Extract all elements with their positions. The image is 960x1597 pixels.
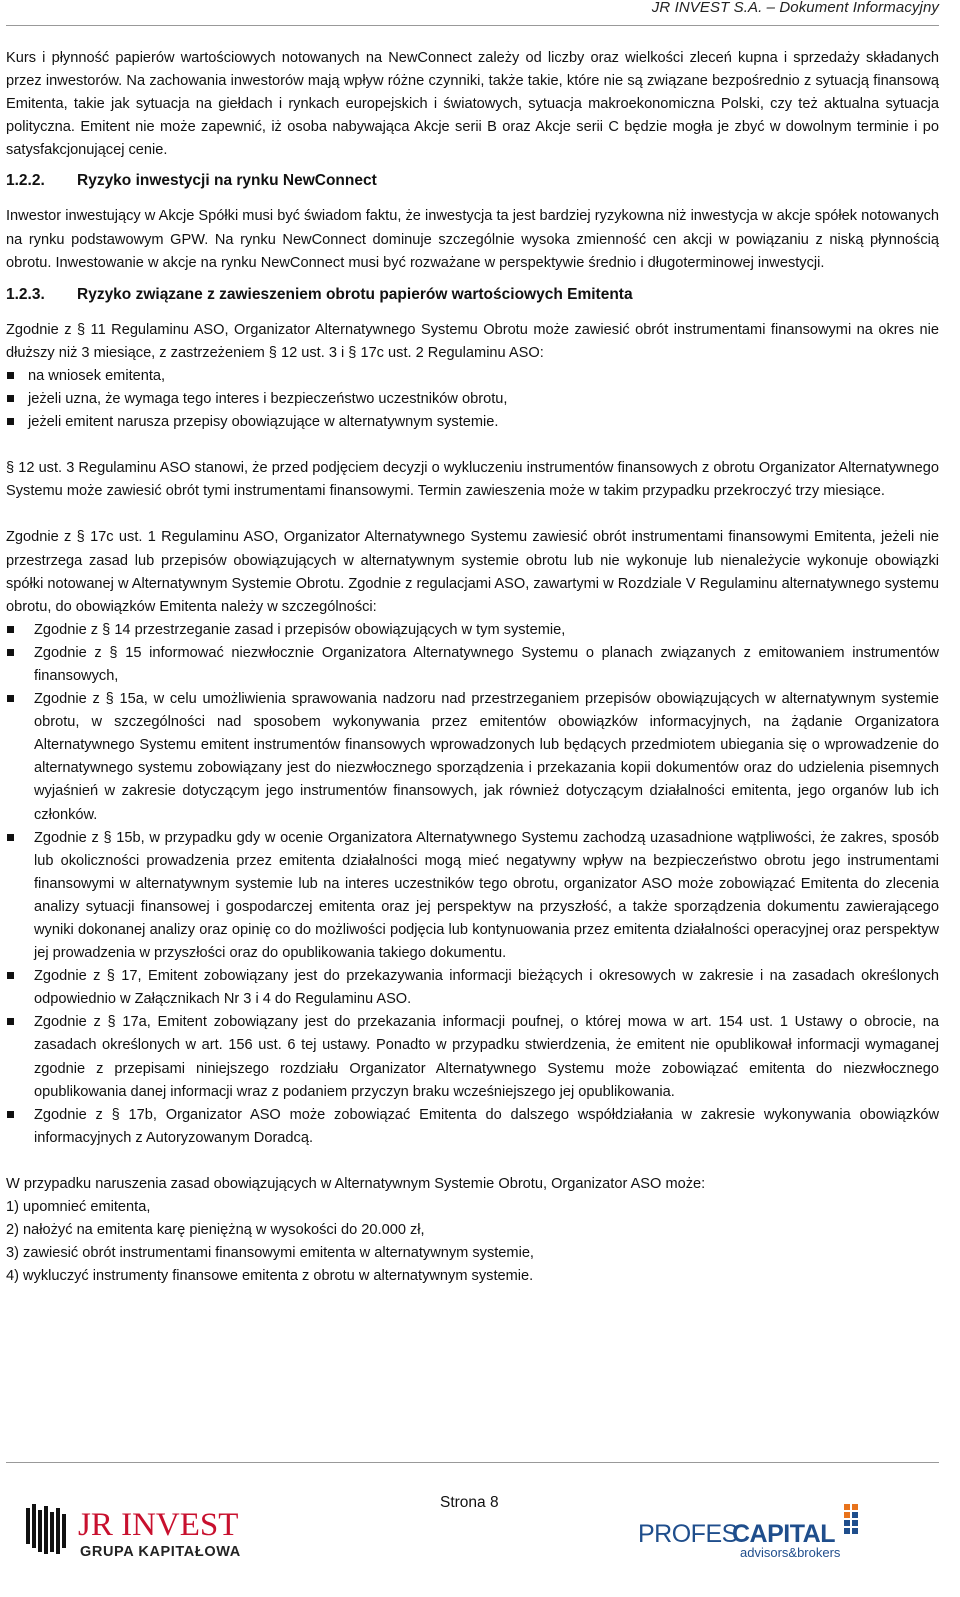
- section-123-paragraph-3: Zgodnie z § 17c ust. 1 Regulaminu ASO, Organizator Alternatywnego Systemu zawiesić obrót instrumentami finansowymi Emitenta, jeżeli nie przestrzega zasad lub przepisów obowiązujących w alternatywnym systemie obrotu lub nie wykonuje lub nienależycie wykonuje obowiązki spółki notowanej w Alternatywnym Systemie Obrotu. Zgodnie z regulacjami ASO, zawartymi w Rozdziale V Regulaminu alternatywnego systemu obrotu, do obowiązków Emitenta należy w szczególności:: [6, 529, 939, 615]
- list-item: 1) upomnieć emitenta,: [6, 1199, 151, 1216]
- logo-name-part-a: PROFES: [638, 1520, 738, 1548]
- list-item: 4) wykluczyć instrumenty finansowe emitenta z obrotu w alternatywnym systemie.: [6, 1268, 534, 1285]
- jr-invest-logo: [22, 1502, 262, 1560]
- logo-name: JR INVEST: [78, 1507, 239, 1543]
- section-122-paragraph: Inwestor inwestujący w Akcje Spółki musi być świadom faktu, że inwestycja ta jest bardziej ryzykowna niż inwestycja w akcje spółek notowanych na rynku podstawowym GPW. Na rynku NewConnect dominuje szczególnie wysoka zmienność cen akcji w powiązaniu z niską płynnością obrotu. Inwestowanie w akcje na rynku NewConnect musi być rozważane w perspektywie średnio i długoterminowej inwestycji.: [6, 208, 939, 271]
- section-123-paragraph-1: Zgodnie z § 11 Regulaminu ASO, Organizator Alternatywnego Systemu Obrotu może zawiesić obrót instrumentami finansowymi na okres nie dłuższy niż 3 miesiące, z zastrzeżeniem § 12 ust. 3 i § 17c ust. 2 Regulaminu ASO:: [6, 321, 939, 361]
- section-number: 1.2.3.: [6, 285, 45, 303]
- logo-name-part-b: CAPITAL: [732, 1520, 835, 1548]
- issuer-obligations-list: [6, 619, 939, 1150]
- list-item: Zgodnie z § 17b, Organizator ASO może zobowiązać Emitenta do dalszego współdziałania w zakresie wykonywania obowiązków informacyjnych z Autoryzowanym Doradcą.: [6, 1104, 939, 1150]
- section-title: Ryzyko związane z zawieszeniem obrotu papierów wartościowych Emitenta: [77, 285, 633, 303]
- list-item: Zgodnie z § 15a, w celu umożliwienia sprawowania nadzoru nad przestrzeganiem przepisów obowiązujących w alternatywnym systemie obrotu, w szczególności nad sposobem wykonywania przez emitentów obowiązków informacyjnych, na żądanie Organizatora Alternatywnego Systemu emitent instrumentów finansowych wprowadzonych lub będących przedmiotem ubiegania się o wprowadzenie do alternatywnego systemu zobowiązany jest do niezwłocznego sporządzenia i przekazania kopii dokumentów oraz do udzielenia pisemnych wyjaśnień w zakresie dotyczącym jego instrumentów finansowych, jak również dotyczącym działalności emitenta, jego organów lub ich członków.: [6, 688, 939, 827]
- profes-capital-logo: [636, 1500, 866, 1560]
- document-page: [6, 0, 939, 1597]
- list-item: na wniosek emitenta,: [6, 365, 939, 388]
- suspension-reasons-list: [6, 365, 939, 434]
- list-item: Zgodnie z § 17a, Emitent zobowiązany jest do przekazania informacji poufnej, o której mowa w art. 154 ust. 1 Ustawy o obrocie, na zasadach określonych w art. 156 ust. 6 tej ustawy. Ponadto w przypadku stwierdzenia, że emitent nie opublikował informacji wymaganej zgodnie z przepisami niniejszego rozdziału Organizator Alternatywnego Systemu może zobowiązać emitenta do niezwłocznego opublikowania danej informacji wraz z podaniem przyczyn braku wcześniejszego jej opublikowania.: [6, 1011, 939, 1103]
- header-rule: [6, 25, 939, 26]
- list-item: 2) nałożyć na emitenta karę pieniężną w wysokości do 20.000 zł,: [6, 1222, 425, 1239]
- list-item: jeżeli uzna, że wymaga tego interes i bezpieczeństwo uczestników obrotu,: [6, 388, 939, 411]
- list-item: jeżeli emitent narusza przepisy obowiązujące w alternatywnym systemie.: [6, 411, 939, 434]
- section-title: Ryzyko inwestycji na rynku NewConnect: [77, 172, 377, 190]
- section-number: 1.2.2.: [6, 172, 45, 190]
- list-item: 3) zawiesić obrót instrumentami finansowymi emitenta w alternatywnym systemie,: [6, 1245, 534, 1262]
- logo-subtitle: advisors&brokers: [740, 1545, 841, 1560]
- document-body: [6, 47, 939, 1288]
- logo-subtitle: GRUPA KAPITAŁOWA: [80, 1544, 241, 1560]
- running-header: JR INVEST S.A. – Dokument Informacyjny: [651, 0, 939, 16]
- list-item: Zgodnie z § 17, Emitent zobowiązany jest do przekazywania informacji bieżących i okresowych w zakresie i na zasadach określonych odpowiednio w Załącznikach Nr 3 i 4 do Regulaminu ASO.: [6, 965, 939, 1011]
- section-heading-122: [6, 169, 939, 192]
- footer-rule: [6, 1462, 939, 1463]
- list-item: Zgodnie z § 14 przestrzeganie zasad i przepisów obowiązujących w tym systemie,: [6, 619, 939, 642]
- page-number: Strona 8: [440, 1494, 499, 1511]
- sanctions-list: [6, 1196, 939, 1288]
- list-item: Zgodnie z § 15 informować niezwłocznie Organizatora Alternatywnego Systemu o planach związanych z emitowaniem instrumentów finansowych,: [6, 642, 939, 688]
- section-heading-123: [6, 283, 939, 306]
- list-item: Zgodnie z § 15b, w przypadku gdy w ocenie Organizatora Alternatywnego Systemu zachodzą uzasadnione wątpliwości, że zakres, sposób lub okoliczności prowadzenia przez emitenta działalności mogą mieć negatywny wpływ na bezpieczeństwo obrotu jego instrumentami finansowymi w alternatywnym systemie lub na interes uczestników tego obrotu, organizator ASO może zobowiązać Emitenta do zlecenia analizy sytuacji finansowej i gospodarczej emitenta oraz jej perspektyw na przyszłość, a także sporządzenia dokumentu zawierającego wyniki dokonanej analizy oraz opinię co do możliwości podjęcia lub kontynuowania przez emitenta działalności operacyjnej oraz perspektyw jej prowadzenia w przyszłości oraz do opublikowania takiego dokumentu.: [6, 827, 939, 966]
- intro-paragraph: Kurs i płynność papierów wartościowych notowanych na NewConnect zależy od liczby oraz wielkości zleceń kupna i sprzedaży składanych przez inwestorów. Na zachowania inwestorów mają wpływ różne czynniki, także takie, które nie są związane bezpośrednio z sytuacją finansową Emitenta, takie jak sytuacja na giełdach i rynkach europejskich i światowych, sytuacja makroekonomiczna Polski, czy też aktualna sytuacja polityczna. Emitent nie może zapewnić, iż osoba nabywająca Akcje serii B oraz Akcje serii C będzie mogła je zbyć w dowolnym terminie i po satysfakcjonującej cenie.: [6, 50, 939, 159]
- section-123-paragraph-4: W przypadku naruszenia zasad obowiązujących w Alternatywnym Systemie Obrotu, Organizator ASO może:: [6, 1175, 706, 1192]
- section-123-paragraph-2: § 12 ust. 3 Regulaminu ASO stanowi, że przed podjęciem decyzji o wykluczeniu instrumentów finansowych z obrotu Organizator Alternatywnego Systemu może zawiesić obrót tymi instrumentami finansowymi. Termin zawieszenia może w takim przypadku przekroczyć trzy miesiące.: [6, 460, 939, 500]
